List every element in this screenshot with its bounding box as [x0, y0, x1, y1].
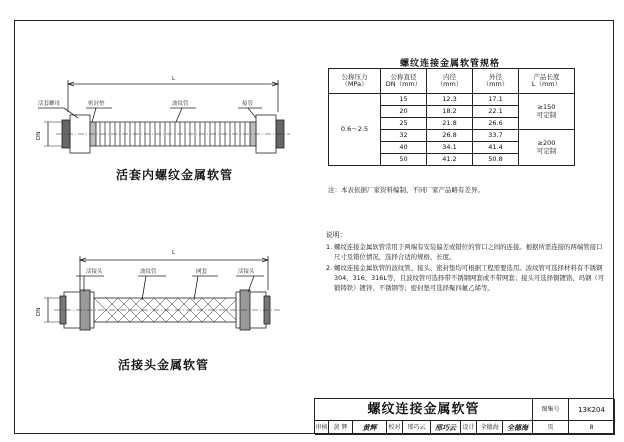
bottom-dim-DN-label: DN — [36, 307, 42, 316]
table-cell: 25 — [381, 118, 427, 130]
table-cell: 40 — [381, 142, 427, 154]
table-cell: 18.2 — [427, 106, 473, 118]
bottom-label-bellows: 波纹管 — [140, 269, 157, 275]
spec-note: 注：本表依据厂家资料编制，不同厂家产品略有差异。 — [328, 186, 484, 194]
table-cell: 50 — [381, 154, 427, 166]
check-signature: 邢巧云 — [431, 421, 461, 435]
table-cell: 17.1 — [473, 94, 519, 106]
page-label: 页 — [533, 421, 569, 435]
bottom-label-braid: 网套 — [196, 269, 208, 275]
header-length: 产品长度 L（mm） — [519, 69, 575, 94]
spec-table — [328, 68, 575, 166]
design-name: 全德海 — [477, 421, 503, 435]
page-number: 8 — [569, 421, 615, 435]
table-cell: 26.6 — [473, 118, 519, 130]
table-cell: 21.8 — [427, 118, 473, 130]
design-signature: 全德海 — [503, 421, 533, 435]
header-outer: 外径 （mm） — [473, 69, 519, 94]
atlas-no-label: 图集号 — [533, 399, 569, 421]
length-cell-a: ≥150 可定制 — [519, 94, 575, 130]
table-cell: 33.7 — [473, 130, 519, 142]
table-row — [329, 94, 575, 106]
table-cell: 26.8 — [427, 130, 473, 142]
description-item — [326, 263, 606, 294]
length-cell-b: ≥200 可定制 — [519, 130, 575, 166]
design-label: 设计 — [461, 421, 477, 435]
union-hose-figure — [44, 256, 280, 330]
drawing-title: 螺纹连接金属软管 — [315, 399, 533, 421]
bottom-label-union-left: 活接头 — [86, 269, 103, 275]
top-label-pipe: 接管 — [242, 101, 254, 107]
top-label-nut: 活套螺母 — [38, 101, 61, 107]
table-cell: 20 — [381, 106, 427, 118]
top-figure-caption: 活套内螺纹金属软管 — [116, 168, 234, 182]
title-block — [314, 398, 614, 434]
spec-table-title: 螺纹连接金属软管规格 — [399, 59, 500, 69]
table-cell: 41.2 — [427, 154, 473, 166]
description-item-text: 螺纹连接金属软管常用于两端有安装偏差或错位的管口之间的连接。根据所需连接的两端管接口尺寸及错位情况，选择合适的规格、长度。 — [334, 243, 603, 262]
review-label: 审核 — [315, 421, 329, 435]
top-dim-L-label: L — [172, 76, 176, 82]
description-block — [326, 230, 606, 293]
check-name: 邢巧云 — [403, 421, 431, 435]
description-item-number: 1. — [326, 243, 333, 252]
bottom-dim-L-label: L — [172, 250, 176, 256]
description-heading: 说明： — [326, 231, 347, 239]
top-label-gasket: 密封垫 — [88, 101, 105, 107]
table-cell: 41.4 — [473, 142, 519, 154]
table-cell: 50.8 — [473, 154, 519, 166]
table-cell: 12.3 — [427, 94, 473, 106]
check-label: 校对 — [387, 421, 403, 435]
bottom-figure-caption: 活接头金属软管 — [118, 358, 210, 372]
top-label-bellows: 波纹管 — [172, 101, 189, 107]
pressure-cell: 0.6～2.5 — [329, 94, 381, 166]
description-item-text: 螺纹连接金属软管的波纹管、接头、密封垫均可根据工程需要选用。波纹管可选择材料有不锈钢304、316、316L等，且波纹管可选择带不锈钢网套或不带网套；接头可选择铜镀铬、玛钢（可锻铸铁）镀锌、不锈钢等；密封垫可选择聚四氟乙烯等。 — [334, 263, 605, 293]
header-inner: 内径 （mm） — [427, 69, 473, 94]
table-cell: 15 — [381, 94, 427, 106]
table-cell: 32 — [381, 130, 427, 142]
table-cell: 34.1 — [427, 142, 473, 154]
review-signature: 黄辉 — [353, 421, 387, 435]
header-dn: 公称直径 DN（mm） — [381, 69, 427, 94]
description-item-number: 2. — [326, 263, 333, 272]
table-cell: 22.1 — [473, 106, 519, 118]
top-dim-DN-label: DN — [36, 131, 42, 140]
header-pressure: 公称压力 （MPa） — [329, 69, 381, 94]
table-header-row — [329, 69, 575, 94]
threaded-hose-figure — [38, 80, 290, 153]
atlas-no: 13K204 — [569, 399, 615, 421]
review-name: 黄 辉 — [329, 421, 353, 435]
description-item — [326, 242, 606, 262]
bottom-label-union-right: 活接头 — [238, 269, 255, 275]
